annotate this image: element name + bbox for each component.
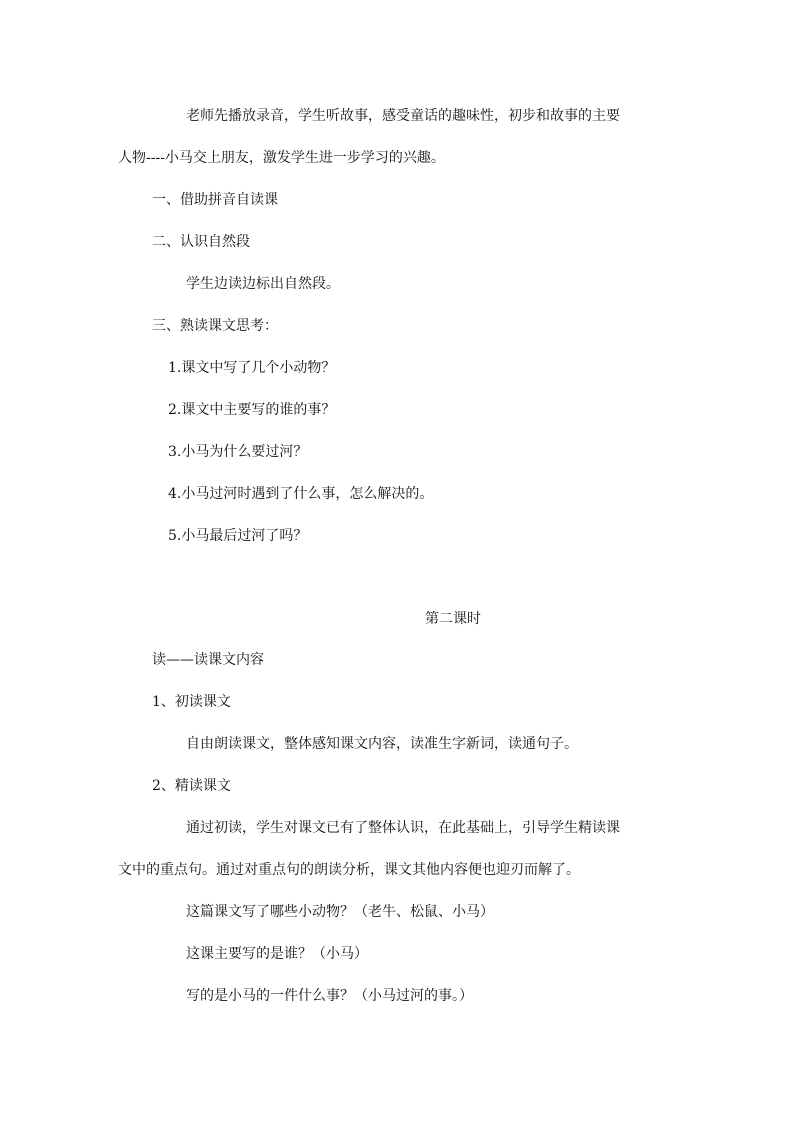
question-5: 5.小马最后过河了吗？ bbox=[168, 528, 308, 544]
qa-main-character: 这课主要写的是谁？（小马） bbox=[186, 946, 368, 962]
question-4: 4.小马过河时遇到了什么事，怎么解决的。 bbox=[168, 486, 434, 502]
heading-close-reading: 2、精读课文 bbox=[152, 778, 231, 794]
question-1: 1.课文中写了几个小动物？ bbox=[168, 360, 336, 376]
first-reading-detail: 自由朗读课文，整体感知课文内容，读准生字新词，读通句子。 bbox=[186, 736, 578, 752]
step-2-detail: 学生边读边标出自然段。 bbox=[186, 276, 340, 292]
heading-step-1: 一、借助拼音自读课 bbox=[152, 192, 278, 208]
qa-animals: 这篇课文写了哪些小动物？（老牛、松鼠、小马） bbox=[186, 904, 494, 920]
paragraph-intro-line-1: 老师先播放录音，学生听故事，感受童话的趣味性，初步和故事的主要 bbox=[186, 108, 620, 124]
heading-step-2: 二、认识自然段 bbox=[152, 234, 250, 250]
question-3: 3.小马为什么要过河？ bbox=[168, 444, 308, 460]
section-title-lesson-2: 第二课时 bbox=[425, 611, 481, 627]
paragraph-intro-line-2: 人物----小马交上朋友，激发学生进一步学习的兴趣。 bbox=[118, 150, 445, 166]
close-reading-line-1: 通过初读，学生对课文已有了整体认识，在此基础上，引导学生精读课 bbox=[186, 820, 620, 836]
qa-story-event: 写的是小马的一件什么事？（小马过河的事。） bbox=[186, 988, 473, 1004]
heading-first-reading: 1、初读课文 bbox=[152, 694, 231, 710]
heading-step-3: 三、熟读课文思考： bbox=[152, 318, 278, 334]
close-reading-line-2: 文中的重点句。通过对重点句的朗读分析，课文其他内容便也迎刃而解了。 bbox=[118, 862, 580, 878]
question-2: 2.课文中主要写的谁的事？ bbox=[168, 402, 336, 418]
heading-read-content: 读——读课文内容 bbox=[152, 652, 264, 668]
